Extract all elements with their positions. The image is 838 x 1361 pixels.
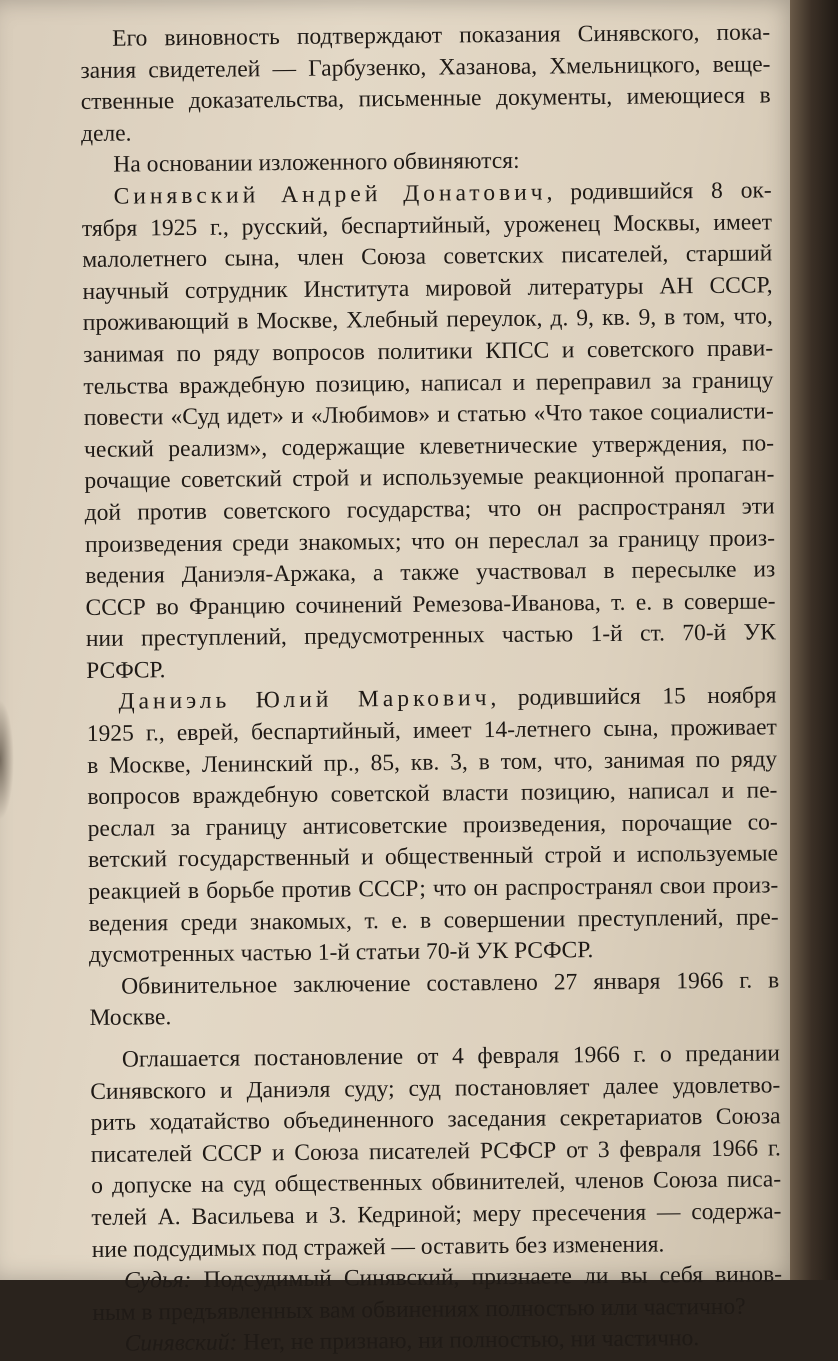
text-line: ведения среди знакомых, т. е. в совершении преступлений, пре- (88, 903, 779, 937)
text-line: телей А. Васильева и З. Кедриной; меру пресечения — содержа- (91, 1198, 782, 1231)
text-line: реслал за границу антисоветские произведения, порочащие со- (87, 809, 778, 842)
text-line: о допуске на суд общественных обвинителей, членов Союза писа- (91, 1166, 782, 1200)
text-line: ческий реализм», содержащие клеветнические утверждения, по- (83, 430, 775, 463)
text-line: дусмотренных частью 1-й статьи 70-й УК РСФСР. (88, 937, 594, 969)
book-edge (790, 0, 838, 1280)
text-line: зания свидетелей — Гарбузенко, Хазанова, Хмельницкого, веще- (80, 50, 771, 84)
court-ruling (90, 1038, 782, 1266)
text-line: повести «Суд идет» и «Любимов» и статью «Что такое социалисти- (83, 398, 774, 432)
text-line: дой против советского государства; что он распространял эти (84, 493, 775, 526)
text-line: в Москве, Ленинский пр., 85, кв. 3, в том, что, занимая по ряду (86, 745, 778, 779)
text-line: рить ходатайство объединенного заседания секретариатов Союза (90, 1103, 781, 1137)
defendant-name: Даниэль Юлий Маркович (118, 685, 491, 716)
text-line: СССР во Францию сочинений Ремезова-Иванова, т. е. в соверше- (85, 588, 776, 621)
text-line: Синявский Андрей Донатович, родившийся 8 ок- (113, 177, 772, 210)
text-line: вопросов враждебную советской власти позицию, написал и пе- (87, 777, 778, 811)
text-line: произведения среди знакомых; что он переслал за границу произ- (84, 524, 776, 558)
text-line: ственные доказательства, письменные документы, имеющиеся в (80, 82, 771, 116)
daniel-accusation (86, 681, 779, 972)
text-line: Даниэль Юлий Маркович, родившийся 15 ноября (118, 682, 777, 716)
speaker-label: Судья: (123, 1267, 192, 1294)
text-line: Обвинительное заключение составлено 27 января 1966 г. в (121, 967, 780, 1000)
text-line: Оглашается постановление от 4 февраля 1966 г. о предании (121, 1040, 781, 1073)
text-line: ние подсудимых под стражей — оставить без изменения. (91, 1231, 665, 1263)
text-line: РСФСР. (86, 657, 166, 684)
speaker-label: Синявский: (124, 1329, 238, 1357)
text-line: проживающий в Москве, Хлебный переулок, д. 9, кв. 9, в том, что, (82, 303, 773, 337)
text-line: писателей СССР и Союза писателей РСФСР от 3 февраля 1966 г. (90, 1135, 781, 1168)
text-line: нии преступлений, предусмотренных частью 1-й ст. 70-й УК (85, 619, 776, 653)
text-line: ным в предъявленных вам обвинениях полностью или частично? (92, 1293, 746, 1326)
defendant-name: Синявский Андрей Донатович (113, 179, 547, 210)
sinyavsky-accusation (82, 175, 777, 687)
page-curl-shadow (0, 700, 14, 820)
text-line: тельства враждебную позицию, написал и переправил за границу (83, 366, 774, 400)
indictment-date (89, 965, 780, 1035)
text-line: ветский государственный и общественный строй и используемые (87, 840, 779, 874)
text-line: тября 1925 г., русский, беспартийный, уроженец Москвы, имеет (81, 208, 773, 242)
text-line: Синявский: Нет, не признаю, ни полностью, ни частично. (124, 1325, 700, 1357)
text-line: Судья: Подсудимый Синявский, признаете ли вы себя винов- (123, 1261, 783, 1294)
dialogue-judge (92, 1259, 783, 1329)
text-line: Синявского и Даниэля суду; суд постановляет далее удовлетво- (90, 1071, 781, 1105)
text-line: Его виновность подтверждают показания Синявского, пока- (112, 19, 771, 52)
page-text (80, 17, 783, 1360)
text-line: ведения Даниэля-Аржака, а также участвовал в пересылке из (85, 556, 776, 590)
evidence-paragraph (80, 17, 771, 150)
text-line: рочащие советский строй и используемые реакционной пропаган- (84, 461, 775, 495)
text-line: деле. (80, 120, 132, 147)
text-line: 1925 г., еврей, беспартийный, имеет 14-летнего сына, проживает (86, 714, 777, 748)
text-line: реакцией в борьбе против СССР; что он распространял свои произ- (88, 872, 779, 905)
text-line: научный сотрудник Института мировой литературы АН СССР, (82, 272, 773, 305)
text-line: На основании изложенного обвиняются: (113, 148, 520, 179)
text-line: малолетнего сына, член Союза советских писателей, старший (82, 240, 773, 274)
text-line: Москве. (89, 1004, 172, 1032)
text-line: занимая по ряду вопросов политики КПСС и советского прави- (83, 335, 774, 368)
dialogue-sinyavsky (93, 1323, 783, 1361)
